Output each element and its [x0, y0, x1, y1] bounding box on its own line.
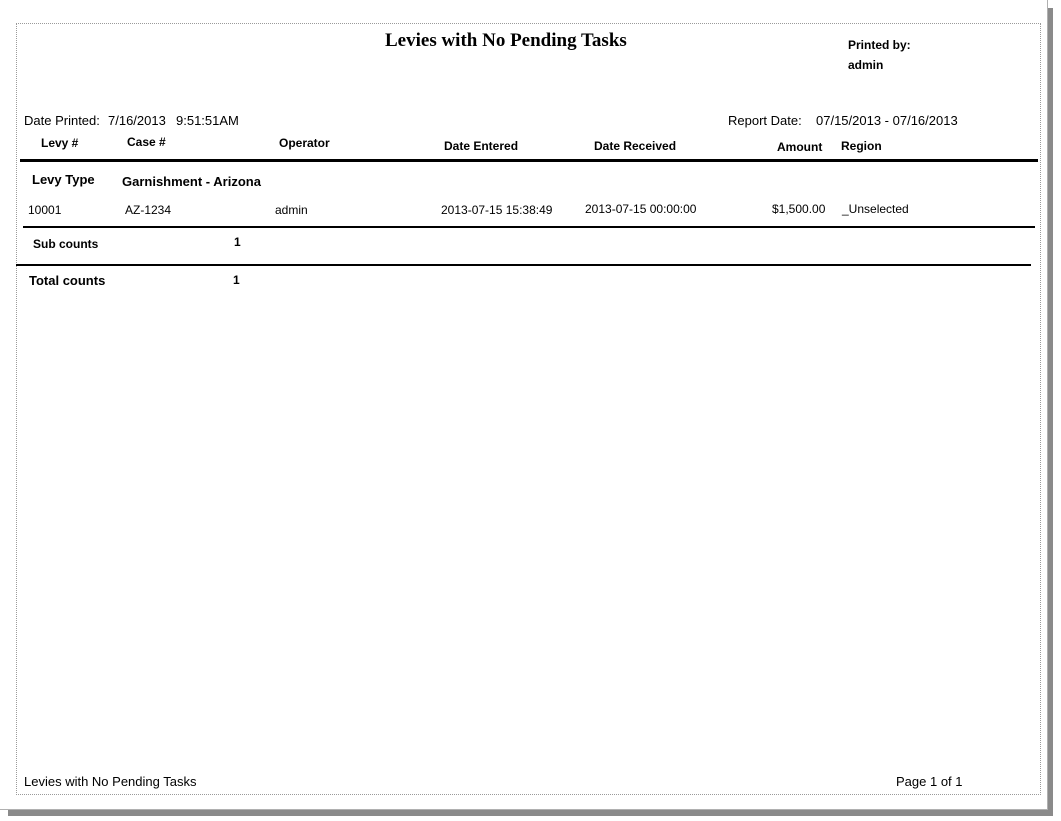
printable-area-border: [16, 23, 1041, 795]
date-printed-label: Date Printed:: [24, 113, 100, 128]
cell-date-entered: 2013-07-15 15:38:49: [441, 203, 553, 217]
total-counts-value: 1: [233, 273, 240, 287]
cell-levy-no: 10001: [28, 203, 62, 217]
column-header-amount: Amount: [777, 140, 823, 154]
column-header-date-received: Date Received: [594, 139, 677, 153]
printed-by-label: Printed by:: [848, 38, 911, 52]
page-shadow: [8, 810, 1053, 816]
column-header-operator: Operator: [279, 136, 330, 150]
date-printed-time: 9:51:51AM: [176, 113, 239, 128]
cell-date-received: 2013-07-15 00:00:00: [585, 202, 697, 216]
footer-report-name: Levies with No Pending Tasks: [24, 774, 197, 789]
group-divider: [23, 226, 1035, 228]
cell-region: _Unselected: [842, 202, 909, 216]
cell-case-no: AZ-1234: [125, 203, 172, 217]
printed-by-value: admin: [848, 58, 884, 72]
report-title: Levies with No Pending Tasks: [385, 30, 627, 51]
date-printed-date: 7/16/2013: [108, 113, 166, 128]
cell-amount: $1,500.00: [772, 202, 826, 216]
footer-page-number: Page 1 of 1: [896, 774, 963, 789]
sub-counts-label: Sub counts: [33, 237, 99, 251]
group-label: Levy Type: [32, 172, 95, 187]
header-divider: [20, 159, 1038, 162]
column-header-region: Region: [841, 139, 882, 153]
column-header-levy-no: Levy #: [41, 136, 79, 150]
report-date-value: 07/15/2013 - 07/16/2013: [816, 113, 958, 128]
sub-counts-value: 1: [234, 235, 241, 249]
page-shadow: [1048, 8, 1053, 816]
cell-operator: admin: [275, 203, 308, 217]
total-counts-label: Total counts: [29, 273, 106, 288]
group-value: Garnishment - Arizona: [122, 174, 261, 189]
report-date-label: Report Date:: [728, 113, 802, 128]
column-header-case-no: Case #: [127, 135, 166, 149]
totals-divider: [16, 264, 1031, 266]
column-header-date-entered: Date Entered: [444, 139, 519, 153]
